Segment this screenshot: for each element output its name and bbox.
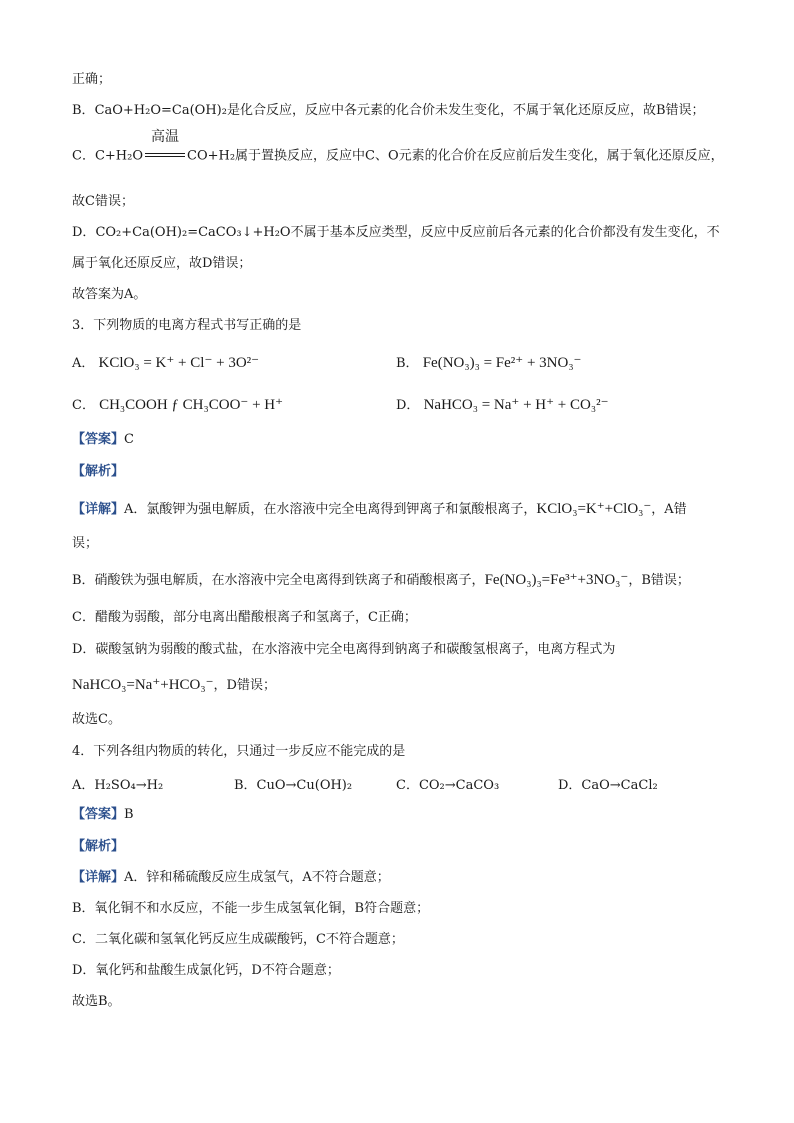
option-c: C．CO₂→CaCO₃ xyxy=(396,778,500,793)
option-label: B． xyxy=(396,356,419,371)
text-line xyxy=(72,225,720,241)
question-stem: 3．下列物质的电离方程式书写正确的是 xyxy=(72,318,302,333)
text-line: 误； xyxy=(72,536,99,551)
answer-value: B xyxy=(124,807,134,822)
option-label: A． xyxy=(72,356,95,371)
equation: CH₃COOH ƒ CH₃COO⁻ + H⁺ xyxy=(99,397,284,413)
text-line: 属于氧化还原反应，故D错误； xyxy=(72,256,252,271)
analysis-line xyxy=(72,464,124,480)
text-line xyxy=(72,870,390,886)
option-b xyxy=(396,355,581,372)
text-line xyxy=(72,677,276,694)
text-line: 故选C。 xyxy=(72,712,121,727)
option-label: C． xyxy=(72,148,95,164)
option-label: D． xyxy=(72,225,96,240)
text-line: C．醋酸为弱酸，部分电离出醋酸根离子和氢离子，C正确； xyxy=(72,610,417,625)
answer-value: C xyxy=(124,432,134,447)
text-line: 故C错误； xyxy=(72,194,134,209)
detail-tag: 【详解】 xyxy=(72,502,125,517)
option-label: D． xyxy=(396,398,420,413)
answer-line xyxy=(72,807,134,823)
detail-tag: 【详解】 xyxy=(72,870,125,885)
explanation-text: ，D错误； xyxy=(213,678,276,693)
option-d: D．CaO→CaCl₂ xyxy=(558,778,658,793)
option-b: B．CuO→Cu(OH)₂ xyxy=(234,778,353,793)
explanation-text: A．氯酸钾为强电解质，在水溶液中完全电离得到钾离子和氯酸根离子， xyxy=(124,502,537,517)
text-line: D．碳酸氢钠为弱酸的酸式盐，在水溶液中完全电离得到钠离子和碳酸氢根离子，电离方程式为 xyxy=(72,642,616,657)
analysis-tag: 【解析】 xyxy=(72,464,125,479)
explanation-text: ，B错误； xyxy=(628,573,690,588)
option-a xyxy=(72,355,259,372)
explanation-text: ，A错 xyxy=(651,502,687,517)
text-line: 故选B。 xyxy=(72,994,121,1009)
analysis-line xyxy=(72,839,124,855)
explanation-text: 属于置换反应，反应中C、O元素的化合价在反应前后发生变化，属于氧化还原反应， xyxy=(235,148,724,164)
equation: NaHCO₃=Na⁺+HCO₃⁻ xyxy=(72,677,214,693)
equal-bar xyxy=(145,153,185,154)
explanation-text: A．锌和稀硫酸反应生成氢气，A不符合题意； xyxy=(124,870,390,885)
text-line: B．氧化铜不和水反应，不能一步生成氢氧化铜，B符合题意； xyxy=(72,901,430,916)
text-line: 故答案为A。 xyxy=(72,287,147,302)
text-line: C．二氧化碳和氢氧化钙反应生成碳酸钙，C不符合题意； xyxy=(72,932,404,947)
answer-tag: 【答案】 xyxy=(72,432,125,447)
answer-line xyxy=(72,432,134,448)
text-line: D．氧化钙和盐酸生成氯化钙，D不符合题意； xyxy=(72,963,340,978)
equation: NaHCO₃ = Na⁺ + H⁺ + CO₃²⁻ xyxy=(423,397,609,413)
text-line xyxy=(72,501,687,518)
option-label: C． xyxy=(72,398,95,413)
equation: CO₂+Ca(OH)₂=CaCO₃↓+H₂O xyxy=(95,225,291,240)
text-line: 正确； xyxy=(72,72,112,87)
option-c xyxy=(72,397,283,414)
option-a: A．H₂SO₄→H₂ xyxy=(72,778,164,793)
option-label: B． xyxy=(72,103,95,118)
text-line xyxy=(72,129,724,165)
equation-left: C+H₂O xyxy=(94,148,143,164)
equation: KClO₃=K⁺+ClO₃⁻ xyxy=(536,501,652,517)
explanation-text: 是化合反应，反应中各元素的化合价未发生变化，不属于氧化还原反应，故B错误； xyxy=(226,103,705,118)
explanation-text: B．硝酸铁为强电解质，在水溶液中完全电离得到铁离子和硝酸根离子， xyxy=(72,573,485,588)
analysis-tag: 【解析】 xyxy=(72,839,125,854)
option-d xyxy=(396,397,609,414)
explanation-text: 不属于基本反应类型，反应中反应前后各元素的化合价都没有发生变化，不 xyxy=(290,225,720,240)
text-line xyxy=(72,103,705,119)
equation-right: CO+H₂ xyxy=(187,148,236,164)
equation: Fe(NO₃)₃ = Fe²⁺ + 3NO₃⁻ xyxy=(422,355,582,371)
equation: CaO+H₂O=Ca(OH)₂ xyxy=(94,103,227,118)
equal-bar xyxy=(145,156,185,157)
reaction-condition-arrow xyxy=(143,129,187,164)
reaction-condition: 高温 xyxy=(151,129,179,145)
answer-tag: 【答案】 xyxy=(72,807,125,822)
equation: Fe(NO₃)₃=Fe³⁺+3NO₃⁻ xyxy=(484,572,629,588)
text-line xyxy=(72,572,690,589)
question-stem: 4．下列各组内物质的转化，只通过一步反应不能完成的是 xyxy=(72,744,406,759)
equation: KClO₃ = K⁺ + Cl⁻ + 3O²⁻ xyxy=(98,355,260,371)
